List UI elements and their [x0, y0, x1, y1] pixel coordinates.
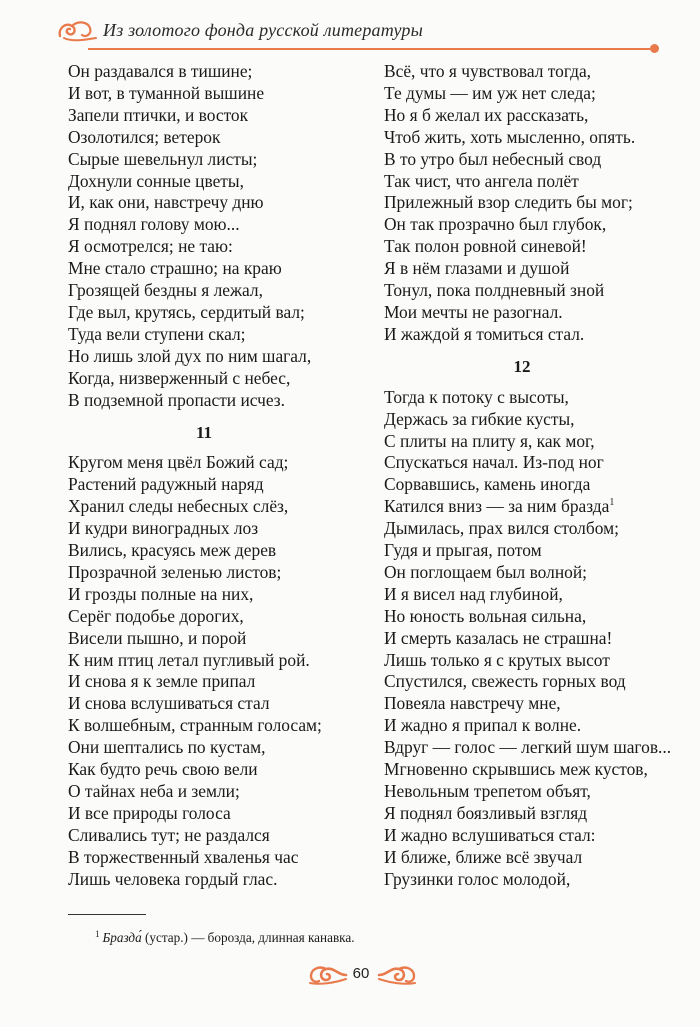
stanza-11-continuation	[384, 61, 684, 346]
poem-line: Сливались тут; не раздался	[68, 824, 270, 845]
right-column	[384, 61, 684, 891]
poem-line: Когда, низверженный с небес,	[68, 367, 291, 388]
poem-line: Я поднял боязливый взгляд	[384, 802, 588, 823]
poem-line: И грозды полные на них,	[68, 583, 254, 604]
poem-line: Он поглощаем был волной;	[384, 561, 587, 582]
stanza-12-part-2	[384, 518, 684, 890]
poem-line: Мне стало страшно; на краю	[68, 258, 282, 279]
poem-line: Гудя и прыгая, потом	[384, 540, 542, 561]
header-rule-dot	[650, 44, 659, 53]
poem-line: Я в нём глазами и душой	[384, 258, 570, 279]
poem-line: И, как они, навстречу дню	[68, 192, 264, 213]
poem-line: Растений радужный наряд	[68, 474, 264, 495]
page-number: 60	[352, 965, 370, 982]
poem-line: Хранил следы небесных слёз,	[68, 496, 289, 517]
footnote-mark: 1	[95, 929, 100, 939]
poem-line: Повеяла навстречу мне,	[384, 693, 561, 714]
poem-line: Всё, что я чувствовал тогда,	[384, 61, 592, 81]
page-footer	[0, 962, 700, 992]
poem-line: Мои мечты не разогнал.	[384, 301, 563, 322]
poem-line: И снова я к земле припал	[68, 671, 256, 692]
poem-line: Спустился, свежесть горных вод	[384, 671, 626, 692]
poem-line: И жадно я припал к волне.	[384, 715, 582, 736]
poem-line: В торжественный хваленья час	[68, 846, 299, 867]
stanza-12-part-1	[384, 387, 684, 497]
poem-line: Он так прозрачно был глубок,	[384, 214, 607, 235]
poem-line: Серёг подобье дорогих,	[68, 605, 244, 626]
poem-line: И ближе, ближе всё звучал	[384, 846, 583, 867]
poem-line: Я поднял голову мою...	[68, 214, 240, 235]
poem-line: Спускаться начал. Из-под ног	[384, 452, 604, 473]
poem-line: Вились, красуясь меж дерев	[68, 540, 277, 561]
section-number-11: 11	[195, 422, 213, 442]
footnote-text: (устар.) — борозда, длинная канавка.	[141, 930, 355, 945]
poem-line: Но я б желал их рассказать,	[384, 104, 589, 125]
footnote-term: Бразда́	[102, 930, 142, 945]
poem-line: Где выл, крутясь, сердитый вал;	[68, 301, 305, 322]
poem-line: В подземной пропасти исчез.	[68, 389, 286, 410]
left-column	[68, 61, 358, 891]
poem-line: Но лишь злой дух по ним шагал,	[68, 345, 312, 366]
poem-line: С плиты на плиту я, как мог,	[384, 430, 595, 451]
poem-line: И кудри виноградных лоз	[68, 518, 259, 539]
poem-line: Мгновенно скрывшись меж кустов,	[384, 759, 648, 780]
poem-line: Тогда к потоку с высоты,	[384, 386, 569, 407]
stanza-10-continuation	[68, 61, 358, 412]
stanza-11	[68, 452, 358, 890]
poem-line: Прозрачной зеленью листов;	[68, 561, 282, 582]
poem-line: Сорвавшись, камень иногда	[384, 474, 591, 495]
running-header-title: Из золотого фонда русской литературы	[103, 20, 424, 40]
poem-line: Как будто речь свою вели	[68, 759, 258, 780]
poem-line: Тонул, пока полдневный зной	[384, 280, 605, 301]
poem-line: Он раздавался в тишине;	[68, 61, 253, 81]
poem-line: Они шептались по кустам,	[68, 737, 266, 758]
poem-line: Грузинки голос молодой,	[384, 868, 571, 889]
poem-line: Сырые шевельнул листы;	[68, 148, 258, 169]
poem-line-with-footnote	[384, 496, 684, 518]
poem-line: Висели пышно, и порой	[68, 627, 247, 648]
footer-left-ornament-icon	[308, 963, 348, 992]
poem-line: О тайнах неба и земли;	[68, 781, 240, 801]
poem-line: Кругом меня цвёл Божий сад;	[68, 452, 289, 473]
footnote-separator	[68, 914, 146, 915]
poem-line: И жадно вслушиваться стал:	[384, 824, 596, 845]
poem-line: Дохнули сонные цветы,	[68, 170, 244, 191]
poem-line: К волшебным, странным голосам;	[68, 715, 322, 736]
poem-line: Лишь человека гордый глас.	[68, 868, 278, 889]
poem-line: Те думы — им уж нет следа;	[384, 82, 596, 103]
poem-line: Вдруг — голос — легкий шум шагов...	[384, 737, 672, 758]
poem-line: В то утро был небесный свод	[384, 148, 602, 169]
poem-line: Держась за гибкие кусты,	[384, 408, 575, 429]
poem-line: Я осмотрелся; не таю:	[68, 236, 233, 257]
poem-line: Туда вели ступени скал;	[68, 323, 246, 344]
poem-line: Так чист, что ангела полёт	[384, 170, 579, 191]
section-number-12: 12	[513, 356, 531, 376]
poem-line: И все природы голоса	[68, 802, 231, 823]
poem-line: Прилежный взор следить бы мог;	[384, 192, 633, 213]
page-header	[0, 14, 700, 54]
poem-line: К ним птиц летал пугливый рой.	[68, 649, 310, 670]
poem-line: И снова вслушиваться стал	[68, 693, 270, 714]
swirl-ornament-icon	[56, 18, 98, 49]
poem-line: И я висел над глубиной,	[384, 583, 563, 604]
poem-line: Но юность вольная сильна,	[384, 605, 587, 626]
poem-line: Озолотился; ветерок	[68, 126, 221, 147]
poem-line: Чтоб жить, хоть мысленно, опять.	[384, 126, 636, 147]
poem-line: Невольным трепетом объят,	[384, 781, 591, 801]
footnote-reference[interactable]: 1	[609, 497, 615, 509]
footnote	[95, 929, 355, 946]
poem-line: Лишь только я с крутых высот	[384, 649, 610, 670]
poem-line: Дымилась, прах вился столбом;	[384, 518, 619, 539]
poem-line: Запели птички, и восток	[68, 104, 249, 125]
footer-right-ornament-icon	[377, 963, 417, 992]
poem-line: И вот, в туманной вышине	[68, 82, 265, 103]
poem-line: И жаждой я томиться стал.	[384, 323, 585, 344]
poem-line-text: Катился вниз — за ним бразда	[384, 496, 610, 517]
poem-line: Грозящей бездны я лежал,	[68, 280, 263, 301]
poem-line: Так полон ровной синевой!	[384, 236, 587, 257]
header-rule	[88, 48, 650, 50]
poem-line: И смерть казалась не страшна!	[384, 627, 613, 648]
